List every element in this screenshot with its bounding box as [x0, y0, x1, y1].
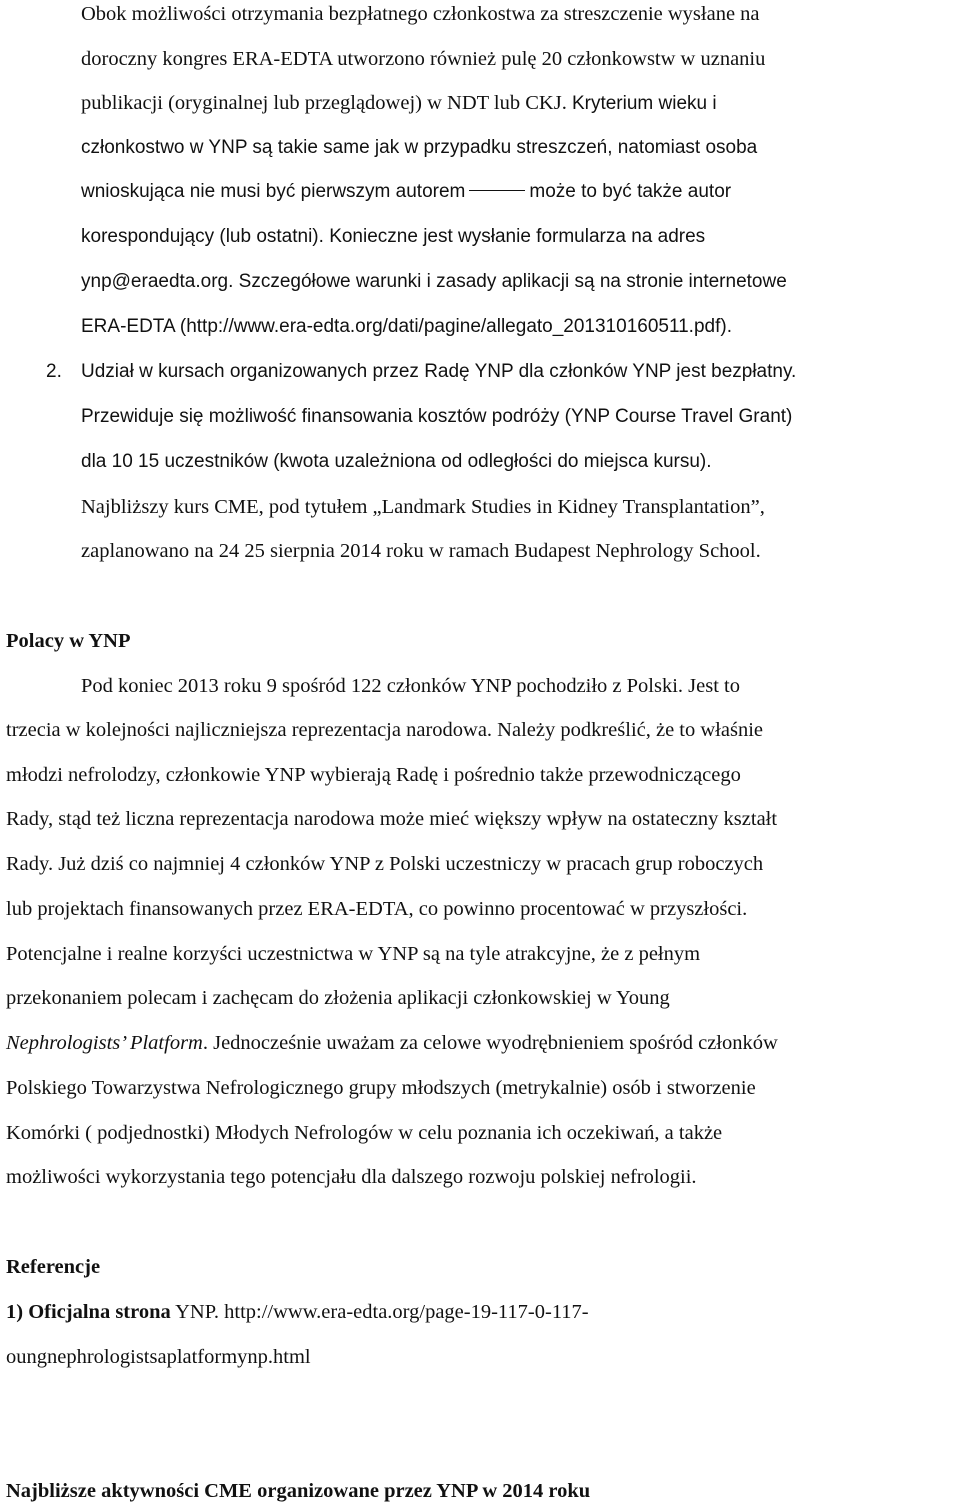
para1-line-7: ynp@eraedta.org. Szczegółowe warunki i zasady aplikacji są na stronie internetowe — [81, 271, 787, 292]
item2-line-1: Udział w kursach organizowanych przez Radę YNP dla członków YNP jest bezpłatny. — [81, 361, 797, 382]
polacy-line-10: Polskiego Towarzystwa Nefrologicznego grupy młodszych (metrykalnie) osób i stworzenie — [6, 1077, 756, 1099]
para1-line-6: korespondujący (lub ostatni). Konieczne jest wysłanie formularza na adres — [81, 226, 706, 247]
polacy-line-9 — [6, 1033, 778, 1054]
polacy-line-9-rest: . Jednocześnie uważam za celowe wyodrębnieniem spośród członków — [202, 1032, 778, 1054]
para1-line-3-serif: publikacji (oryginalnej lub przeglądowej) w NDT lub CKJ. — [81, 92, 572, 114]
polacy-line-8: przekonaniem polecam i zachęcam do złożenia aplikacji członkowskiej w Young — [6, 987, 670, 1009]
para1-line-2: doroczny kongres ERA-EDTA utworzono również pulę 20 członkowstw w uznaniu — [81, 48, 766, 70]
polacy-line-2: trzecia w kolejności najliczniejsza reprezentacja narodowa. Należy podkreślić, że to właśnie — [6, 719, 763, 741]
polacy-line-11: Komórki ( podjednostki) Młodych Nefrologów w celu poznania ich oczekiwań, a także — [6, 1122, 723, 1144]
polacy-line-12: możliwości wykorzystania tego potencjału dla dalszego rozwoju polskiej nefrologii. — [6, 1166, 697, 1188]
reference-1 — [6, 1302, 589, 1323]
para1-line-8: ERA-EDTA (http://www.era-edta.org/dati/pagine/allegato_201310160511.pdf). — [81, 316, 732, 337]
item2-line-4: Najbliższy kurs CME, pod tytułem „Landmark Studies in Kidney Transplantation”, — [81, 496, 765, 518]
para1-line-5-a: wnioskująca nie musi być pierwszym autorem — [81, 181, 466, 202]
para1-line-5 — [81, 182, 731, 201]
polacy-line-7: Potencjalne i realne korzyści uczestnictwa w YNP są na tyle atrakcyjne, że z pełnym — [6, 943, 701, 965]
section-heading-polacy: Polacy w YNP — [6, 630, 131, 652]
para1-line-3 — [81, 93, 717, 114]
polacy-line-3: młodzi nefrolodzy, członkowie YNP wybierają Radę i pośrednio także przewodniczącego — [6, 764, 741, 786]
item-2-number: 2. — [46, 361, 62, 382]
para1-line-5-b: może to być także autor — [529, 181, 732, 202]
item2-line-5: zaplanowano na 24 25 sierpnia 2014 roku w ramach Budapest Nephrology School. — [81, 540, 761, 562]
reference-1-label: 1) Oficjalna strona — [6, 1301, 171, 1323]
item2-line-3: dla 10 15 uczestników (kwota uzależniona od odległości do miejsca kursu). — [81, 451, 712, 472]
section-heading-referencje: Referencje — [6, 1256, 101, 1278]
section-heading-cme: Najbliższe aktywności CME organizowane przez YNP w 2014 roku — [6, 1480, 591, 1502]
polacy-line-5: Rady. Już dziś co najmniej 4 członków YNP z Polski uczestniczy w pracach grup roboczych — [6, 853, 764, 875]
reference-1-link[interactable]: YNP. http://www.era-edta.org/page-19-117-0-117- — [170, 1301, 589, 1323]
em-dash — [469, 190, 525, 191]
reference-1-line-2[interactable]: oungnephrologistsaplatformynp.html — [6, 1346, 311, 1368]
polacy-line-6: lub projektach finansowanych przez ERA-EDTA, co powinno procentować w przyszłości. — [6, 898, 748, 920]
polacy-line-4: Rady, stąd też liczna reprezentacja narodowa może mieć większy wpływ na ostateczny kształt — [6, 808, 778, 830]
platform-name-italic: Nephrologists’ Platform — [6, 1032, 203, 1054]
para1-line-1: Obok możliwości otrzymania bezpłatnego członkostwa za streszczenie wysłane na — [81, 3, 760, 25]
para1-line-3-sans: Kryterium wieku i — [571, 93, 717, 114]
item2-line-2: Przewiduje się możliwość finansowania kosztów podróży (YNP Course Travel Grant) — [81, 406, 793, 427]
polacy-line-1: Pod koniec 2013 roku 9 spośród 122 członków YNP pochodziło z Polski. Jest to — [81, 675, 740, 697]
para1-line-4: członkostwo w YNP są takie same jak w przypadku streszczeń, natomiast osoba — [81, 137, 758, 158]
